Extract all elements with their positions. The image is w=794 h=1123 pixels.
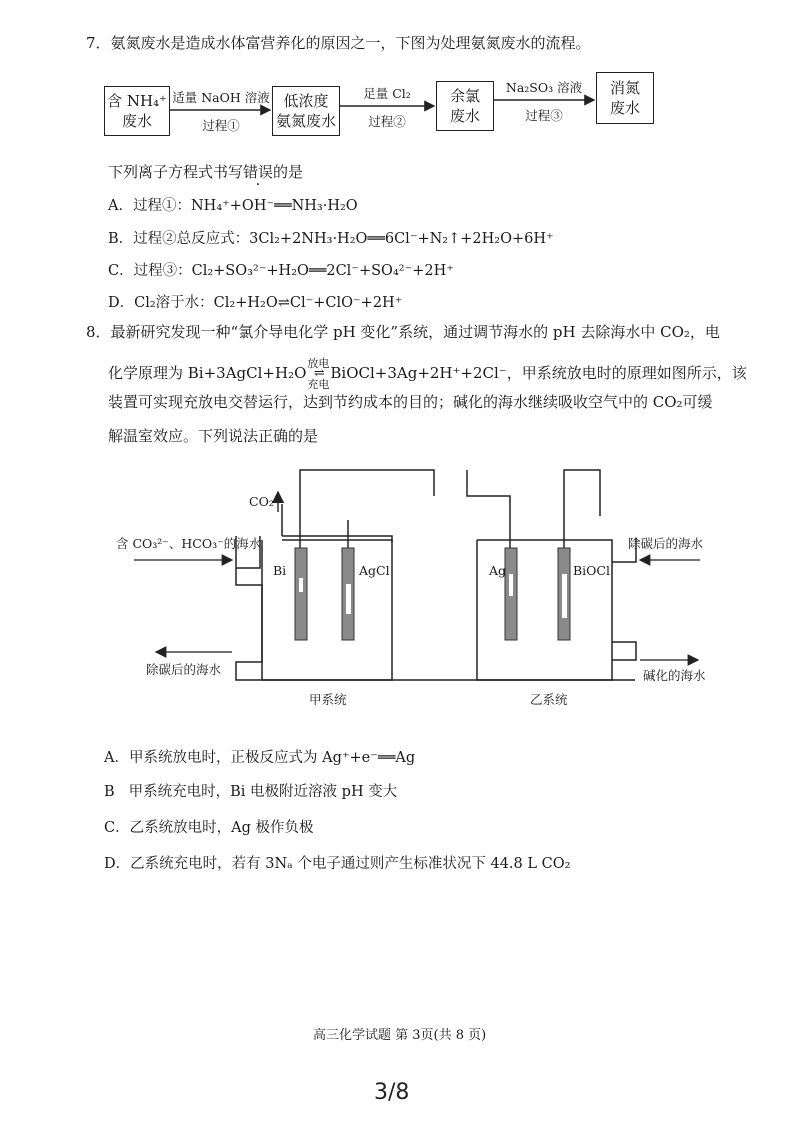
left-inlet-label: 含 CO₃²⁻、HCO₃⁻的海水 xyxy=(116,536,262,551)
q8-option-a: A．甲系统放电时，正极反应式为 Ag⁺+e⁻══Ag xyxy=(104,750,416,766)
bi-highlight xyxy=(299,578,303,592)
flow-arrow3-top: Na₂SO₃ 溶液 xyxy=(505,80,583,95)
q7-option-c: C．过程③：Cl₂+SO₃²⁻+H₂O══2Cl⁻+SO₄²⁻+2H⁺ xyxy=(108,263,454,279)
right-inlet-label: 除碳后的海水 xyxy=(628,536,704,551)
flow-box-4: 消氮 废水 xyxy=(596,72,654,124)
right-outlet-label: 碱化的海水 xyxy=(643,668,706,683)
q7-option-a: A．过程①：NH₄⁺+OH⁻══NH₃·H₂O xyxy=(108,198,358,214)
right-wire xyxy=(467,470,510,548)
left-cell-outline xyxy=(262,540,392,680)
q8-option-c: C．乙系统放电时，Ag 极作负极 xyxy=(104,820,314,836)
flow-arrow2-top: 足量 Cl₂ xyxy=(363,86,411,101)
q8-line-4: 解温室效应。下列说法正确的是 xyxy=(108,427,319,445)
biocl-highlight xyxy=(562,574,567,618)
flow-arrow2-bottom: 过程② xyxy=(368,114,406,129)
left-gas-port xyxy=(282,504,392,542)
ag-label: Ag xyxy=(489,563,507,578)
flow-arrow1-top: 适量 NaOH 溶液 xyxy=(172,90,270,105)
ag-highlight xyxy=(509,574,513,596)
q7-option-b: B．过程②总反应式：3Cl₂+2NH₃·H₂O══6Cl⁻+N₂↑+2H₂O+6H⁺ xyxy=(108,231,554,247)
q8-line-2: 化学原理为 Bi+3AgCl+H₂O 放电 ⇌ 充电 BiOCl+3Ag+2H⁺+2Cl⁻，甲系统放电时的原理如图所示，该 xyxy=(108,357,747,391)
right-outlet xyxy=(612,642,636,660)
co2-label: CO₂ xyxy=(249,494,274,509)
left-outlet-label: 除碳后的海水 xyxy=(146,662,222,677)
flow-box-2: 低浓度 氨氮废水 xyxy=(272,86,340,136)
bi-label: Bi xyxy=(273,563,287,578)
agcl-highlight xyxy=(346,584,351,614)
page-footer: 高三化学试题 第 3页(共 8 页) xyxy=(313,1028,487,1043)
reaction-condition: 放电 ⇌ 充电 xyxy=(307,357,330,391)
caption-right: 乙系统 xyxy=(530,692,568,707)
caption-left: 甲系统 xyxy=(309,692,347,707)
right-wire-biocl xyxy=(564,470,600,548)
flow-arrow1-bottom: 过程① xyxy=(202,118,240,133)
flow-box-1: 含 NH₄⁺ 废水 xyxy=(104,86,170,136)
agcl-label: AgCl xyxy=(359,563,390,578)
right-cell-outline xyxy=(477,540,612,680)
q7-question: 下列离子方程式书写错误的是 xyxy=(108,163,304,181)
q8-line-1: 8．最新研究发现一种“氯介导电化学 pH 变化”系统，通过调节海水的 pH 去除海水中 CO₂，电 xyxy=(86,323,720,341)
q8-option-b: B 甲系统充电时，Bi 电极附近溶液 pH 变大 xyxy=(104,784,398,800)
q7-stem: 7．氨氮废水是造成水体富营养化的原因之一，下图为处理氨氮废水的流程。 xyxy=(86,34,591,52)
q8-option-d: D．乙系统充电时，若有 3Nₐ 个电子通过则产生标准状况下 44.8 L CO₂ xyxy=(104,856,571,872)
bi-electrode xyxy=(295,548,307,640)
page-indicator: 3/8 xyxy=(374,1080,410,1105)
flow-arrow3-bottom: 过程③ xyxy=(525,108,563,123)
q8-line-3: 装置可实现充放电交替运行，达到节约成本的目的；碱化的海水继续吸收空气中的 CO₂可缓 xyxy=(108,393,713,411)
q7-option-d: D．Cl₂溶于水：Cl₂+H₂O⇌Cl⁻+ClO⁻+2H⁺ xyxy=(108,295,403,311)
flow-box-3: 余氯 废水 xyxy=(436,81,494,131)
biocl-label: BiOCl xyxy=(573,563,610,578)
